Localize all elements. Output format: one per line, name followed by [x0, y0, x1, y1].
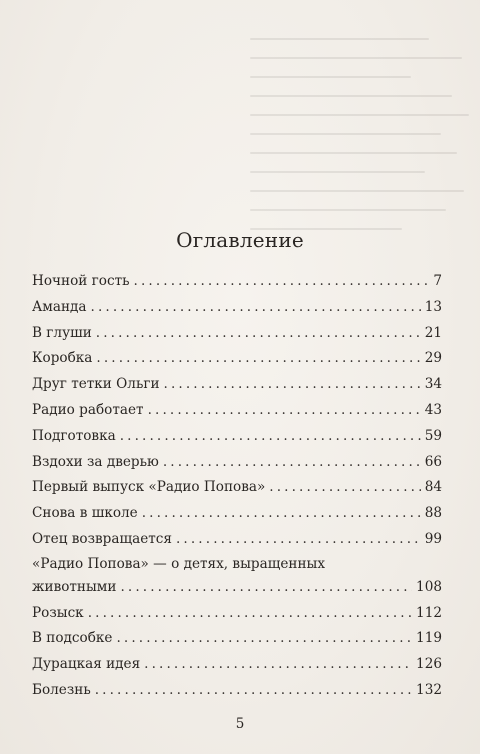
toc-entry-title: Снова в школе — [32, 505, 138, 522]
toc-entry[interactable] — [32, 424, 442, 450]
toc-entry-page: 88 — [424, 505, 442, 522]
toc-entry[interactable] — [32, 501, 442, 527]
toc-entry-page: 7 — [433, 273, 442, 289]
toc-entry[interactable] — [32, 678, 442, 704]
toc-entry[interactable] — [32, 295, 442, 321]
toc-entry-title: Друг тетки Ольги — [32, 376, 160, 393]
dot-leader — [96, 321, 421, 347]
toc-entry-page: 29 — [424, 350, 442, 367]
toc-entry-multiline-end[interactable] — [32, 575, 442, 601]
toc-entry-page: 34 — [424, 376, 442, 393]
page-number: 5 — [235, 716, 245, 732]
toc-entry[interactable] — [32, 527, 442, 553]
toc-entry-title: Коробка — [32, 350, 93, 367]
dot-leader — [91, 295, 421, 321]
table-of-contents — [32, 269, 442, 704]
toc-entry[interactable] — [32, 652, 442, 678]
dot-leader — [120, 575, 412, 601]
toc-entry[interactable] — [32, 450, 442, 476]
toc-entry-page: 99 — [424, 530, 442, 547]
toc-entry-title: В глуши — [32, 324, 92, 341]
toc-entry[interactable] — [32, 372, 442, 398]
toc-entry-title: Ночной гость — [32, 273, 130, 289]
toc-entry-title: В подсобке — [32, 630, 113, 647]
toc-entry-page: 126 — [416, 656, 442, 673]
toc-entry-page: 108 — [416, 578, 442, 595]
toc-entry[interactable] — [32, 626, 442, 652]
dot-leader — [95, 678, 412, 704]
toc-entry-title: Первый выпуск «Радио Попова» — [32, 479, 266, 496]
dot-leader — [269, 475, 420, 501]
toc-entry-title: Отец возвращается — [32, 530, 172, 547]
toc-entry-title: Подготовка — [32, 427, 116, 444]
toc-entry-page: 119 — [416, 630, 442, 647]
dot-leader — [148, 398, 421, 424]
dot-leader — [88, 601, 412, 627]
toc-entry-page: 112 — [416, 604, 442, 621]
toc-entry-title: Розыск — [32, 604, 84, 621]
toc-entry-page: 59 — [424, 427, 442, 444]
toc-entry[interactable] — [32, 321, 442, 347]
toc-entry-title-line2: животными — [32, 578, 117, 595]
toc-entry[interactable] — [32, 269, 442, 295]
toc-title: Оглавление — [176, 228, 304, 252]
dot-leader — [164, 372, 421, 398]
toc-entry[interactable] — [32, 475, 442, 501]
toc-entry-title: Дурацкая идея — [32, 656, 141, 673]
toc-entry-title: Болезнь — [32, 681, 91, 698]
dot-leader — [144, 652, 412, 678]
dot-leader — [120, 424, 421, 450]
toc-entry-title: Вздохи за дверью — [32, 453, 159, 470]
toc-entry-page: 21 — [424, 324, 442, 341]
toc-entry-title-line1: «Радио Попова» — о детях, выращенных — [32, 555, 325, 572]
toc-entry-page: 132 — [416, 681, 442, 698]
toc-entry-title: Радио работает — [32, 401, 144, 418]
toc-entry[interactable] — [32, 398, 442, 424]
toc-entry-page: 43 — [424, 401, 442, 418]
toc-entry[interactable] — [32, 601, 442, 627]
toc-entry-page: 66 — [424, 453, 442, 470]
dot-leader — [163, 450, 421, 476]
dot-leader — [134, 269, 430, 295]
dot-leader — [116, 626, 412, 652]
dot-leader — [96, 346, 420, 372]
toc-entry[interactable] — [32, 346, 442, 372]
toc-entry-page: 13 — [424, 298, 442, 315]
toc-entry-multiline[interactable] — [32, 553, 442, 575]
dot-leader — [142, 501, 421, 527]
toc-entry-page: 84 — [424, 479, 442, 496]
dot-leader — [176, 527, 421, 553]
toc-entry-title: Аманда — [32, 298, 87, 315]
